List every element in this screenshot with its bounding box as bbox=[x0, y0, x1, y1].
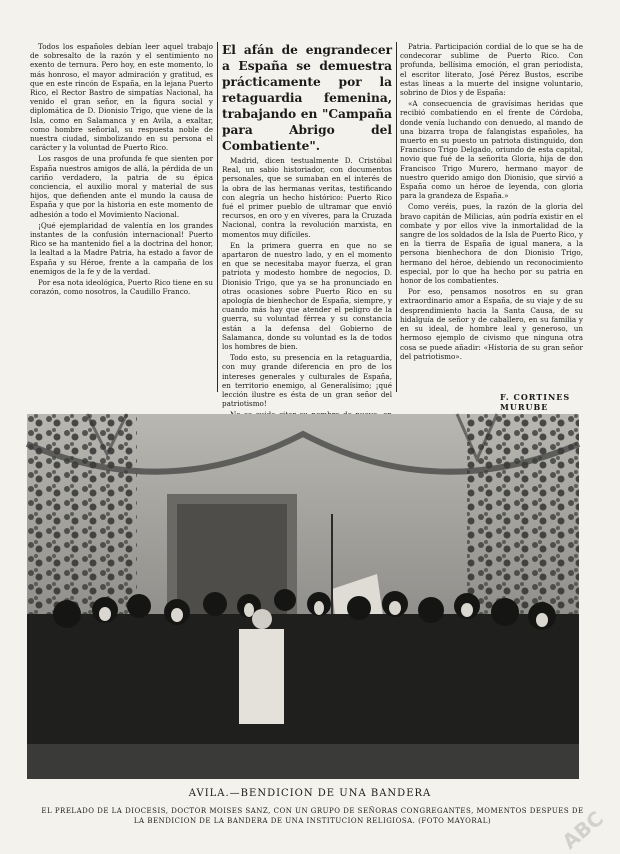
photo-illustration bbox=[27, 414, 579, 779]
author-signature: F. CORTINES MURUBE bbox=[500, 392, 571, 412]
middle-paragraph: En la primera guerra en que no se apartaron de nuestro lado, y en el momento en que se necesitaba mayor fuerza, el gran patriota y modesto hombre de negocios, D. Dionisio Trigo, que ya se ha pronunciado en otras ocasiones sobre Puerto Rico en su apología de bienhechor de España, siempre, y cuando más hay que atender el peligro de la guerra, su voluntad férrea y su constancia están a la defensa del Gobierno de Salamanca, donde su voluntad es la de todos los hombres de bien. bbox=[222, 240, 392, 352]
right-paragraph: Patria. Participación cordial de lo que se ha de condecorar sublime de Puerto Rico. Con profunda, bellísima emoción, el gran periodista, el escritor literato, José Pérez Bustos, escribe estas líneas a la muerte del insigne voluntario, sobrino de Dios y de España: bbox=[400, 42, 583, 98]
column-divider bbox=[217, 42, 218, 392]
left-paragraph: Todos los españoles debían leer aquel trabajo de sobresalto de la razón y el sentimiento no exento de ternura. Pero hoy, en este momento, lo más honroso, el mayor admiración y gratitud, es que en este rincón de España, en la lejana Puerto Rico, el Rector Bastro de simpatías Nacional, ha venido el gran señor, en la figura social y diplomática de D. Dionisio Trigo, que viene de la Isla, como en Salamanca y en Avila, a exaltar, como hombre señorial, su respuesta noble de nuestra ciudad, simbolizando en su persona el carácter y la voluntad de Puerto Rico. bbox=[30, 42, 213, 153]
right-column bbox=[400, 42, 583, 387]
right-paragraph: Como veréis, pues, la razón de la gloria del bravo capitán de Milicias, aún podría existir en el combate y por ellos vive la inmortalidad de la sangre de los soldados de la Isla de Puerto Rico, y en la tierra de España de igual manera, a la persona bienhechora de don Dionisio Trigo, hermano del héroe, debiendo un reconocimiento especial, por lo que ha hecho por su patria en honor de los combatientes. bbox=[400, 202, 583, 286]
left-column bbox=[30, 42, 213, 392]
left-paragraph: ¡Qué ejemplaridad de valentía en los grandes instantes de la confusión internacional! Puerto Rico se ha mantenido fiel a la doctrina del honor, la lealtad a la Madre Patria, ha estado a favor de España y su Héroe, frente a la campaña de los enemigos de la fe y de la verdad. bbox=[30, 220, 213, 276]
right-paragraph: Por eso, pensamos nosotros en su gran extraordinario amor a España, de su viaje y de su desprendimiento hacia la Santa Causa, de su hidalguía de señor y de caballero, en su familia y en su ideal, de hombre leal y generoso, un hermoso ejemplo de civismo que ninguna otra cosa se puede añadir: «Historia de su gran señor del patriotismo». bbox=[400, 287, 583, 361]
left-paragraph: Por esa nota ideológica, Puerto Rico tiene en su corazón, como nosotros, la Caudillo Franco. bbox=[30, 278, 213, 297]
left-paragraph: Los rasgos de una profunda fe que sienten por España nuestros amigos de allá, la pérdida de un cariño verdadero, la patria de su épica conciencia, el auxilio moral y material de sus hijos, que defienden ante el mundo la causa de España y que por la historia en este momento de adhesión a todo el Movimiento Nacional. bbox=[30, 154, 213, 219]
right-paragraph: «A consecuencia de gravísimas heridas que recibió combatiendo en el frente de Córdoba, donde venía luchando con denuedo, al mando de una bizarra tropa de falangistas españoles, ha muerto en su puesto un patriota distinguido, don Francisco Trigo Delgado, oriundo de esta capital, novio que fué de la señorita Gloria, hija de don Francisco Trigo Murero, hermano mayor de nuestro querido amigo don Dionisio, que sirvió a España como un héroe de leyenda, con gloria para la grandeza de España.» bbox=[400, 99, 583, 201]
middle-paragraph: Todo esto, su presencia en la retaguardia, con muy grande diferencia en pro de los intereses generales y culturales de España, en territorio enemigo, al Generalísimo; ¡qué lección ilustre es ésta de un gran señor del patriotismo! bbox=[222, 353, 392, 409]
news-photo bbox=[27, 414, 579, 779]
photo-caption-title: AVILA.—BENDICION DE UNA BANDERA bbox=[188, 788, 432, 799]
column-divider bbox=[396, 42, 397, 392]
article-headline: El afán de engrandecer a España se demuestra prácticamente por la retaguardia femenina, trabajando en "Campaña para Abrigo del Combatiente". bbox=[222, 43, 392, 153]
middle-column bbox=[222, 42, 392, 409]
middle-paragraph: Madrid, dicen testualmente D. Cristóbal Real, un sabio historiador, con documentos personales, que se sumaban en el interés de la obra de las hermanas veritas, testificando con alegría un hecho histórico: Puerto Rico fué el primer pueblo de ultramar que envió recursos, en oro y en víveres, para la Cruzada Nacional, contra la revolución marxista, en momentos muy difíciles. bbox=[222, 156, 392, 239]
photo-caption-text: EL PRELADO DE LA DIOCESIS, DOCTOR MOISES SANZ, CON UN GRUPO DE SEÑORAS CONGREGANTES, MOMENTOS DESPUES DE LA BENDICION DE LA BANDERA DE UNA INSTITUCION RELIGIOSA. (FOTO MAYORAL) bbox=[41, 807, 584, 825]
abc-watermark: ABC bbox=[557, 806, 608, 854]
